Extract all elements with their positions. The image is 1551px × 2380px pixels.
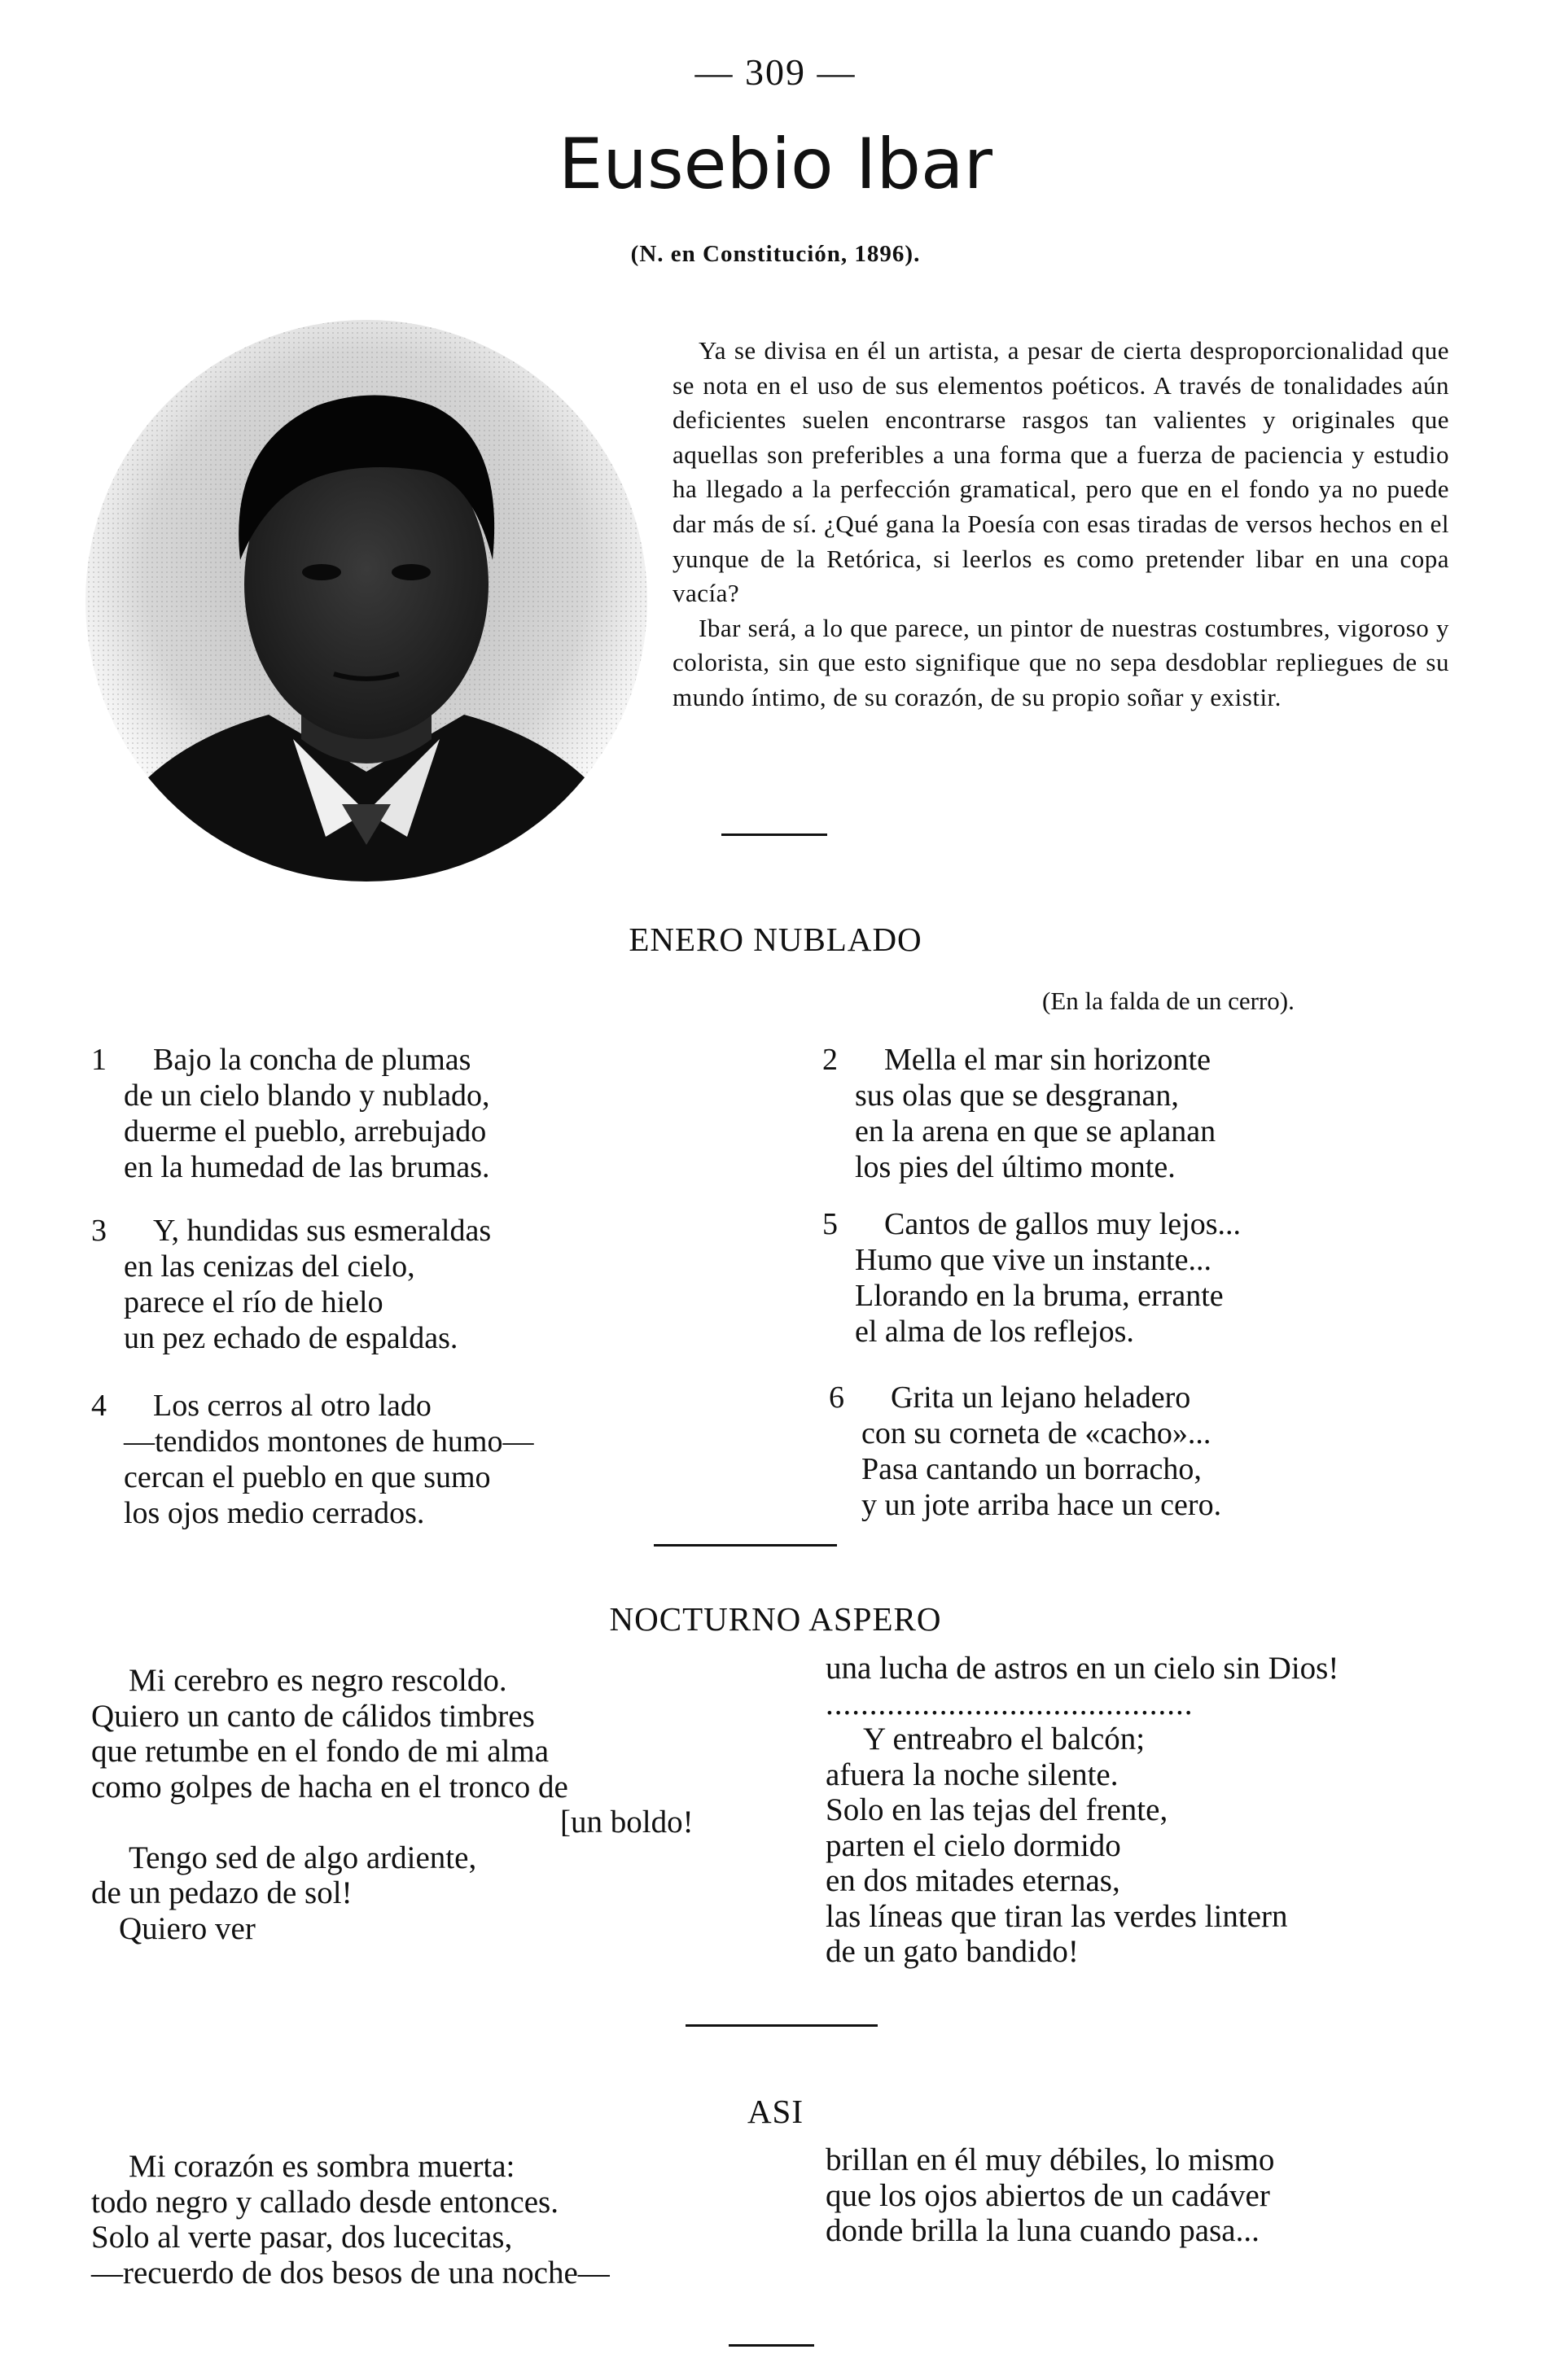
poem-column-right	[826, 1651, 1534, 1970]
verse-line: donde brilla la luna cuando pasa...	[826, 2213, 1260, 2248]
verse-line: que retumbe en el fondo de mi alma	[91, 1734, 550, 1769]
verse-line: Llorando en la bruma, errante	[855, 1279, 1224, 1313]
poem-title: NOCTURNO ASPERO	[609, 1600, 942, 1638]
verse-line: de un cielo blando y nublado,	[124, 1078, 490, 1113]
verse-line: en la humedad de las brumas.	[124, 1150, 490, 1184]
ellipsis-line: ..........................................	[826, 1686, 1194, 1722]
verse-line: brillan en él muy débiles, lo mismo	[826, 2142, 1275, 2177]
bio-paragraph: Ya se divisa en él un artista, a pesar de cierta desproporcionalidad que se nota en el uso de sus elementos poéticos. A través de tonalidades aún deficientes suelen encontrarse rasgos tan valientes y originales que aquellas son preferibles a una forma que a fuerza de paciencia y estudio ha llegado a la perfección gramatical, pero que en el fondo ya no puede dar más de sí. ¿Qué gana la Poesía con esas tiradas de versos hechos en el yunque de la Retórica, si leerlos es como pretender libar en una copa vacía?	[673, 336, 1449, 608]
verse-line: Quiero un canto de cálidos timbres	[91, 1698, 535, 1734]
verse-line: Mella el mar sin horizonte	[884, 1043, 1211, 1077]
verse-line: Y, hundidas sus esmeraldas	[153, 1214, 492, 1248]
verse-line: Humo que vive un instante...	[855, 1243, 1211, 1277]
stanza	[829, 1380, 1448, 1523]
verse-line: [un boldo!	[560, 1805, 694, 1840]
verse-line: Pasa cantando un borracho,	[861, 1452, 1202, 1486]
page-number: — 309 —	[694, 51, 857, 93]
stanza-number: 4	[91, 1389, 107, 1423]
verse-line: Mi corazón es sombra muerta:	[129, 2149, 515, 2184]
verse-line: Quiero ver	[119, 1910, 256, 1946]
verse-line: un pez echado de espaldas.	[124, 1321, 458, 1355]
verse-line: cercan el pueblo en que sumo	[124, 1460, 491, 1494]
verse-line: parten el cielo dormido	[826, 1827, 1121, 1863]
verse-line: con su corneta de «cacho»...	[861, 1416, 1211, 1450]
poem-title: ENERO NUBLADO	[629, 921, 922, 958]
divider	[729, 2344, 814, 2347]
author-name: Eusebio Ibar	[558, 124, 992, 205]
verse-line: Grita un lejano heladero	[891, 1380, 1191, 1415]
verse-line: en las cenizas del cielo,	[124, 1249, 415, 1284]
bio-paragraph: Ibar será, a lo que parece, un pintor de nuestras costumbres, vigoroso y colorista, sin que esto signifique que no sepa desdoblar repliegues de su mundo íntimo, de su corazón, de su propio soñar y existir.	[673, 613, 1449, 711]
stanza	[822, 1206, 1441, 1350]
divider	[721, 833, 827, 836]
stanza-number: 3	[91, 1214, 107, 1248]
poem-column-left	[91, 1663, 759, 1946]
verse-line: en la arena en que se aplanan	[855, 1114, 1216, 1148]
stanza	[822, 1042, 1441, 1185]
verse-line: Tengo sed de algo ardiente,	[129, 1840, 477, 1875]
verse-line: duerme el pueblo, arrebujado	[124, 1114, 487, 1148]
verse-line: Mi cerebro es negro rescoldo.	[129, 1663, 507, 1698]
verse-line: Y entreabro el balcón;	[863, 1722, 1146, 1757]
verse-line: Solo en las tejas del frente,	[826, 1792, 1168, 1827]
verse-line: Solo al verte pasar, dos lucecitas,	[91, 2220, 513, 2255]
verse-line: y un jote arriba hace un cero.	[861, 1488, 1222, 1522]
verse-line: sus olas que se desgranan,	[855, 1078, 1179, 1113]
verse-line: como golpes de hacha en el tronco de	[91, 1769, 568, 1805]
verse-line: —tendidos montones de humo—	[124, 1424, 534, 1459]
divider	[686, 2024, 878, 2027]
verse-line: Cantos de gallos muy lejos...	[884, 1207, 1242, 1241]
verse-line: las líneas que tiran las verdes lintern	[826, 1898, 1288, 1934]
portrait-photo-icon	[81, 316, 651, 886]
stanza-number: 1	[91, 1043, 107, 1077]
stanza	[91, 1213, 710, 1356]
stanza-number: 5	[822, 1207, 838, 1241]
verse-line: los pies del último monte.	[855, 1150, 1176, 1184]
verse-line: los ojos medio cerrados.	[124, 1496, 425, 1530]
stanza	[91, 1042, 710, 1185]
poem-note: (En la falda de un cerro).	[1042, 987, 1295, 1015]
author-birth: (N. en Constitución, 1896).	[630, 241, 921, 267]
stanza-number: 6	[829, 1380, 844, 1415]
stanza-number: 2	[822, 1043, 838, 1077]
poem-title: ASI	[747, 2093, 804, 2130]
author-bio	[673, 334, 1449, 715]
poem-column-left	[91, 2149, 759, 2290]
verse-line: todo negro y callado desde entonces.	[91, 2184, 559, 2220]
verse-line: una lucha de astros en un cielo sin Dios!	[826, 1651, 1339, 1686]
poem-column-right	[826, 2142, 1534, 2249]
verse-line: de un gato bandido!	[826, 1934, 1079, 1969]
verse-line: que los ojos abiertos de un cadáver	[826, 2177, 1270, 2213]
divider	[654, 1544, 837, 1547]
verse-line: de un pedazo de sol!	[91, 1875, 353, 1910]
verse-line: —recuerdo de dos besos de una noche—	[91, 2255, 610, 2290]
verse-line: afuera la noche silente.	[826, 1757, 1119, 1792]
verse-line: Los cerros al otro lado	[153, 1389, 432, 1423]
verse-line: en dos mitades eternas,	[826, 1863, 1120, 1898]
verse-line: el alma de los reflejos.	[855, 1315, 1134, 1349]
stanza	[91, 1388, 710, 1531]
verse-line: Bajo la concha de plumas	[153, 1043, 471, 1077]
verse-line: parece el río de hielo	[124, 1285, 383, 1319]
